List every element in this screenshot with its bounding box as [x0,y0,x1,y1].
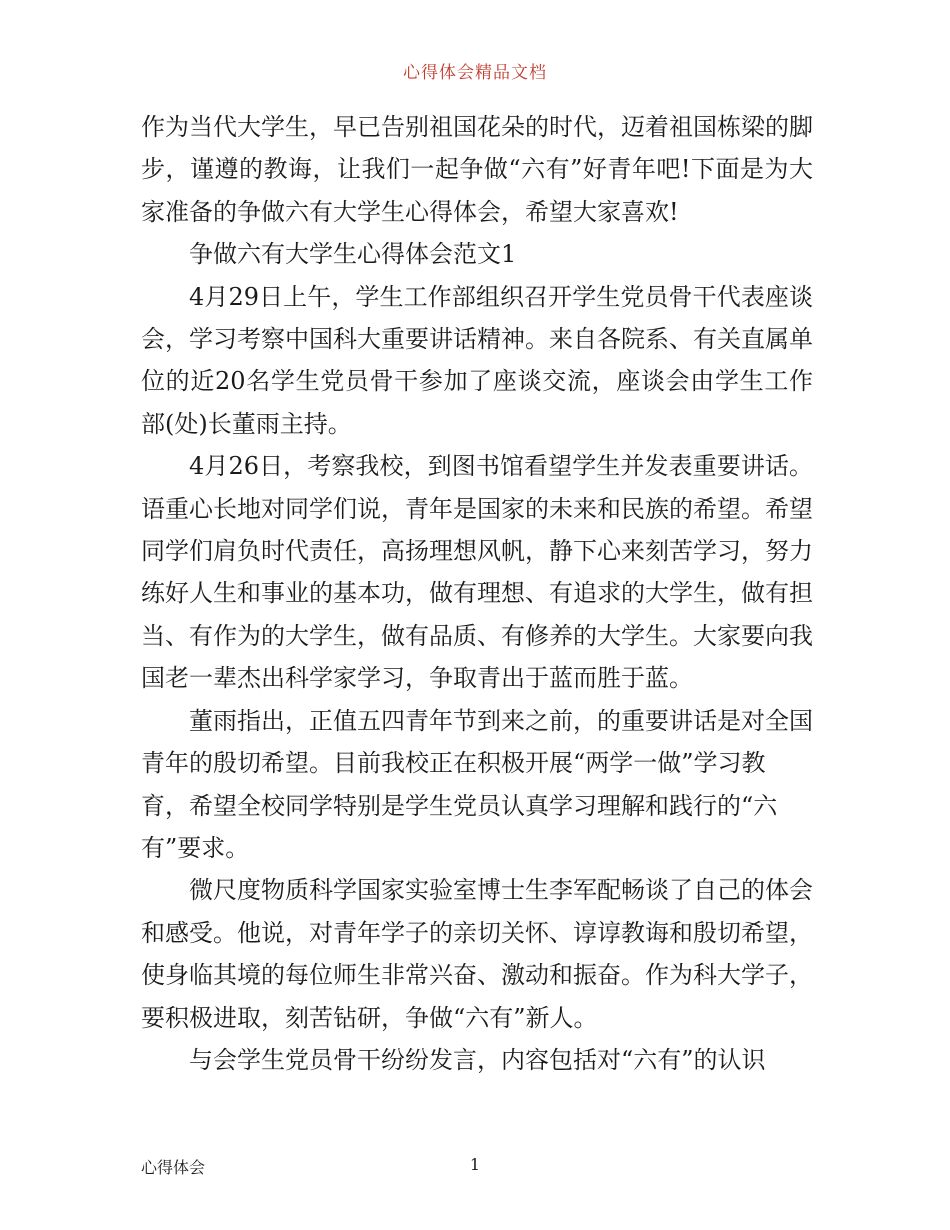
document-body [141,106,813,1081]
page-header: 心得体会精品文档 [403,63,547,83]
paragraph: 4月29日上午，学生工作部组织召开学生党员骨干代表座谈会，学习考察中国科大重要讲话精神。来自各院系、有关直属单位的近20名学生党员骨干参加了座谈交流，座谈会由学生工作部(处)长董雨主持。 [141,282,813,438]
paragraph: 微尺度物质科学国家实验室博士生李军配畅谈了自己的体会和感受。他说，对青年学子的亲切关怀、谆谆教诲和殷切希望，使身临其境的每位师生非常兴奋、激动和振奋。作为科大学子，要积极进取，刻苦钻研，争做“六有”新人。 [141,876,813,1032]
section-heading: 争做六有大学生心得体会范文1 [189,240,517,269]
page-number: 1 [469,1155,481,1174]
paragraph: 4月26日，考察我校，到图书馆看望学生并发表重要讲话。语重心长地对同学们说，青年是国家的未来和民族的希望。希望同学们肩负时代责任，高扬理想风帆，静下心来刻苦学习，努力练好人生和事业的基本功，做有理想、有追求的大学生，做有担当、有作为的大学生，做有品质、有修养的大学生。大家要向我国老一辈杰出科学家学习，争取青出于蓝而胜于蓝。 [141,452,813,693]
paragraph-intro: 作为当代大学生，早已告别祖国花朵的时代，迈着祖国栋梁的脚步，谨遵的教诲，让我们一起争做“六有”好青年吧!下面是为大家准备的争做六有大学生心得体会，希望大家喜欢! [141,113,813,226]
paragraph: 董雨指出，正值五四青年节到来之前，的重要讲话是对全国青年的殷切希望。目前我校正在积极开展“两学一做”学习教育，希望全校同学特别是学生党员认真学习理解和践行的“六有”要求。 [141,706,813,862]
paragraph: 与会学生党员骨干纷纷发言，内容包括对“六有”的认识 [189,1045,766,1074]
footer-label: 心得体会 [141,1158,206,1177]
